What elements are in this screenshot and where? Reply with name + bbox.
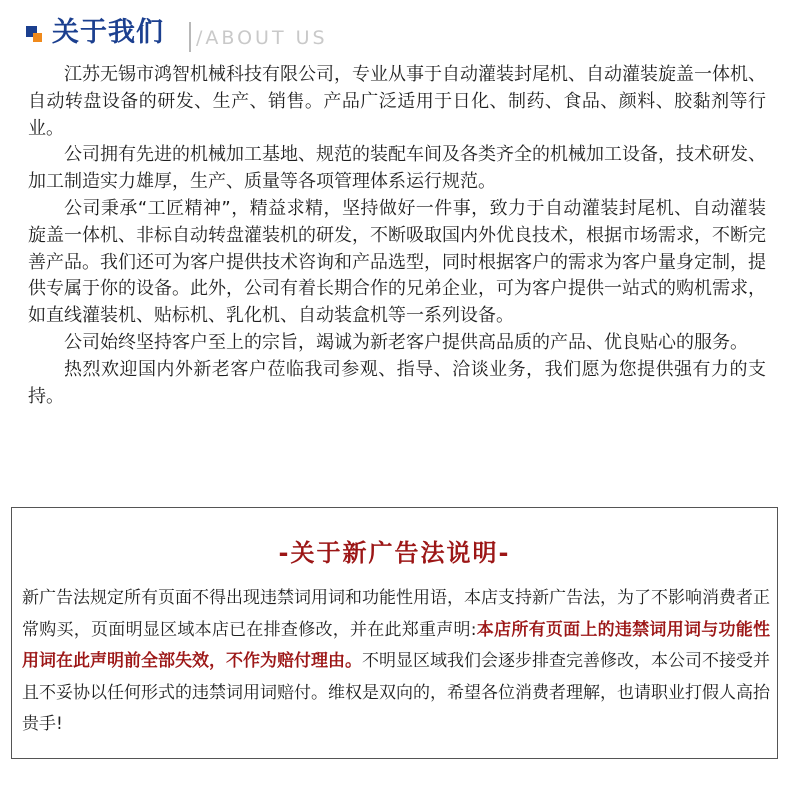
about-text: [28, 62, 766, 410]
ad-law-notice-box: [11, 507, 778, 759]
about-paragraph: 公司始终坚持客户至上的宗旨，竭诚为新老客户提供高品质的产品、优良贴心的服务。: [64, 331, 748, 353]
about-paragraph: 热烈欢迎国内外新老客户莅临我司参观、指导、洽谈业务，我们愿为您提供强有力的支持。: [28, 358, 766, 407]
title-divider: [189, 22, 191, 52]
notice-body: [22, 583, 770, 741]
about-paragraph: 江苏无锡市鸿智机械科技有限公司，专业从事于自动灌装封尾机、自动灌装旋盖一体机、自动转盘设备的研发、生产、销售。产品广泛适用于日化、制药、食品、颜料、胶黏剂等行业。: [28, 64, 766, 139]
square-accent-icon: [33, 33, 42, 42]
section-title: 关于我们: [52, 17, 164, 48]
section-header: [26, 14, 766, 54]
notice-text: 不明显区域我们会逐步排查完善修改，本公司不接受并且不妥协以任何形式的违禁词用词赔付。维权是双向的，希望各位消费者理解，也请职业打假人高抬贵手!: [22, 651, 770, 734]
about-paragraph: 公司拥有先进的机械加工基地、规范的装配车间及各类齐全的机械加工设备，技术研发、加工制造实力雄厚，生产、质量等各项管理体系运行规范。: [28, 144, 766, 193]
notice-text: 新广告法规定所有页面不得出现违禁词用词和功能性用语，本店支持新广告法，为了不影响消费者正常购买，页面明显区域本店已在排查修改，并在此郑重声明:: [22, 588, 770, 640]
notice-title: -关于新广告法说明-: [278, 539, 511, 567]
section-subtitle: /ABOUT US: [196, 27, 328, 49]
about-paragraph: 公司秉承“工匠精神”，精益求精，坚持做好一件事，致力于自动灌装封尾机、自动灌装旋盖一体机、非标自动转盘灌装机的研发，不断吸取国内外优良技术，根据市场需求，不断完善产品。我们还可为客户提供技术咨询和产品选型，同时根据客户的需求为客户量身定制，提供专属于你的设备。此外，公司有着长期合作的兄弟企业，可为客户提供一站式的购机需求，如直线灌装机、贴标机、乳化机、自动装盒机等一系列设备。: [28, 197, 766, 327]
notice-highlight: 本店所有页面上的违禁词用词与功能性用词在此声明前全部失效，不作为赔付理由。: [22, 619, 771, 671]
